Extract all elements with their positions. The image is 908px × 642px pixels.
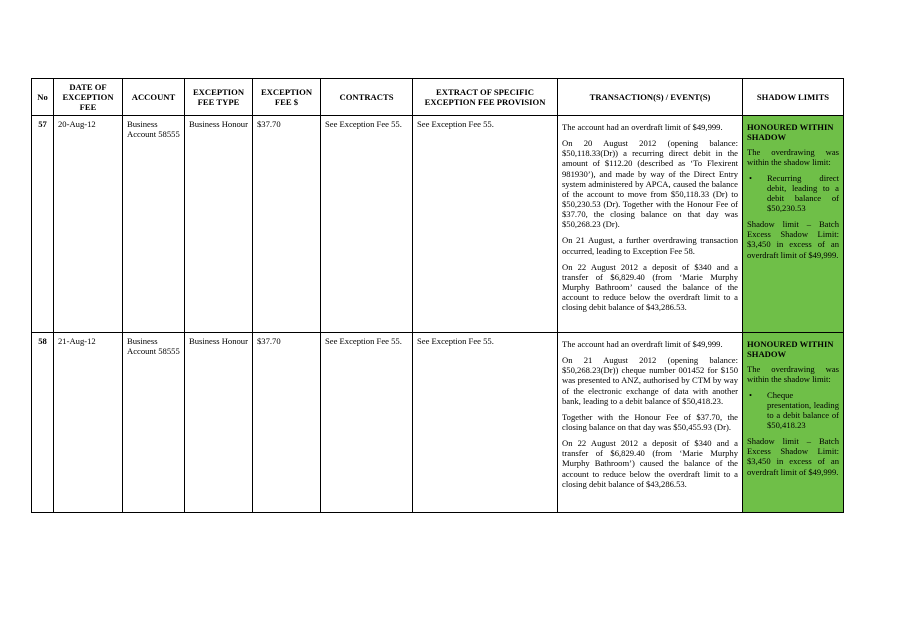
bullet-icon: •: [749, 389, 753, 400]
bullet-icon: •: [749, 172, 753, 183]
shadow-bullet: [747, 390, 839, 431]
row-no: 57: [32, 116, 54, 333]
transaction-paragraph: On 22 August 2012 a deposit of $340 and a transfer of $6,829.40 (from ‘Marie Murphy Murphy Bathroom’ caused the balance of the account to reduce below the overdraft limit to a closing debit balance of $43,286.53.: [562, 261, 738, 313]
row-fee-amount: $37.70: [253, 116, 321, 333]
table-row: [32, 116, 844, 333]
table-row: [32, 333, 844, 513]
shadow-intro: The overdrawing was within the shadow limit:: [747, 147, 839, 168]
shadow-bullet-text: Cheque presentation, leading to a debit balance of $50,418.23: [767, 389, 839, 430]
row-shadow-limits: [743, 116, 844, 333]
header-fee-type: EXCEPTION FEE TYPE: [185, 79, 253, 116]
row-account: Business Account 58555: [123, 116, 185, 333]
header-account: ACCOUNT: [123, 79, 185, 116]
exception-fee-table: [31, 78, 844, 513]
header-transactions: TRANSACTION(S) / EVENT(S): [558, 79, 743, 116]
transaction-paragraph: Together with the Honour Fee of $37.70, the closing balance on that day was $50,455.93 (Dr).: [562, 411, 738, 432]
transaction-paragraph: On 21 August 2012 (opening balance: $50,268.23(Dr)) cheque number 001452 for $150 was presented to ANZ, authorised by CTM by way of the electronic exchange of data with another bank, leading to a debit balance of $50,418.23.: [562, 355, 738, 406]
shadow-bullet: [747, 173, 839, 214]
shadow-intro: The overdrawing was within the shadow limit:: [747, 364, 839, 385]
transaction-paragraph: On 21 August, a further overdrawing transaction occurred, leading to Exception Fee 58.: [562, 235, 738, 256]
header-date: DATE OF EXCEPTION FEE: [54, 79, 123, 116]
row-transactions: [558, 333, 743, 513]
row-extract: See Exception Fee 55.: [413, 333, 558, 513]
shadow-limit-text: Shadow limit – Batch Excess Shadow Limit: $3,450 in excess of an overdraft limit of $49,999.: [747, 219, 839, 260]
shadow-status: HONOURED WITHIN SHADOW: [747, 339, 834, 360]
header-shadow-limits: SHADOW LIMITS: [743, 79, 844, 116]
header-fee-amount: EXCEPTION FEE $: [253, 79, 321, 116]
row-contracts: See Exception Fee 55.: [321, 333, 413, 513]
transaction-paragraph: The account had an overdraft limit of $49,999.: [562, 339, 723, 349]
transaction-paragraph: On 22 August 2012 a deposit of $340 and a transfer of $6,829.40 (from ‘Marie Murphy Murphy Bathroom’) caused the balance of the account to reduce below the overdraft limit to a closing debit balance of $43,286.53.: [562, 438, 738, 489]
row-extract: See Exception Fee 55.: [413, 116, 558, 333]
row-date: 21-Aug-12: [54, 333, 123, 513]
row-contracts: See Exception Fee 55.: [321, 116, 413, 333]
row-fee-amount: $37.70: [253, 333, 321, 513]
table-header-row: [32, 79, 844, 116]
shadow-bullet-text: Recurring direct debit, leading to a debit balance of $50,230.53: [767, 172, 839, 213]
row-fee-type: Business Honour: [185, 333, 253, 513]
header-extract: EXTRACT OF SPECIFIC EXCEPTION FEE PROVISION: [413, 79, 558, 116]
row-shadow-limits: [743, 333, 844, 513]
row-fee-type: Business Honour: [185, 116, 253, 333]
shadow-limit-text: Shadow limit – Batch Excess Shadow Limit: $3,450 in excess of an overdraft limit of $49,999.: [747, 436, 839, 477]
shadow-status: HONOURED WITHIN SHADOW: [747, 122, 834, 143]
row-no: 58: [32, 333, 54, 513]
transaction-paragraph: On 20 August 2012 (opening balance: $50,118.33(Dr)) a recurring direct debit in the amount of $112.20 (described as ‘To Flexirent 981930’), and made by way of the Direct Entry system administered by APCA, caused the balance of the account to move from $50,118.33 (Dr) to $50,230.53 (Dr). Together with the Honour Fee of $37.70, the closing balance on that day was $50,268.23 (Dr).: [562, 138, 738, 230]
row-date: 20-Aug-12: [54, 116, 123, 333]
header-no: No: [32, 79, 54, 116]
header-contracts: CONTRACTS: [321, 79, 413, 116]
transaction-paragraph: The account had an overdraft limit of $49,999.: [562, 122, 723, 132]
row-transactions: [558, 116, 743, 333]
row-account: Business Account 58555: [123, 333, 185, 513]
